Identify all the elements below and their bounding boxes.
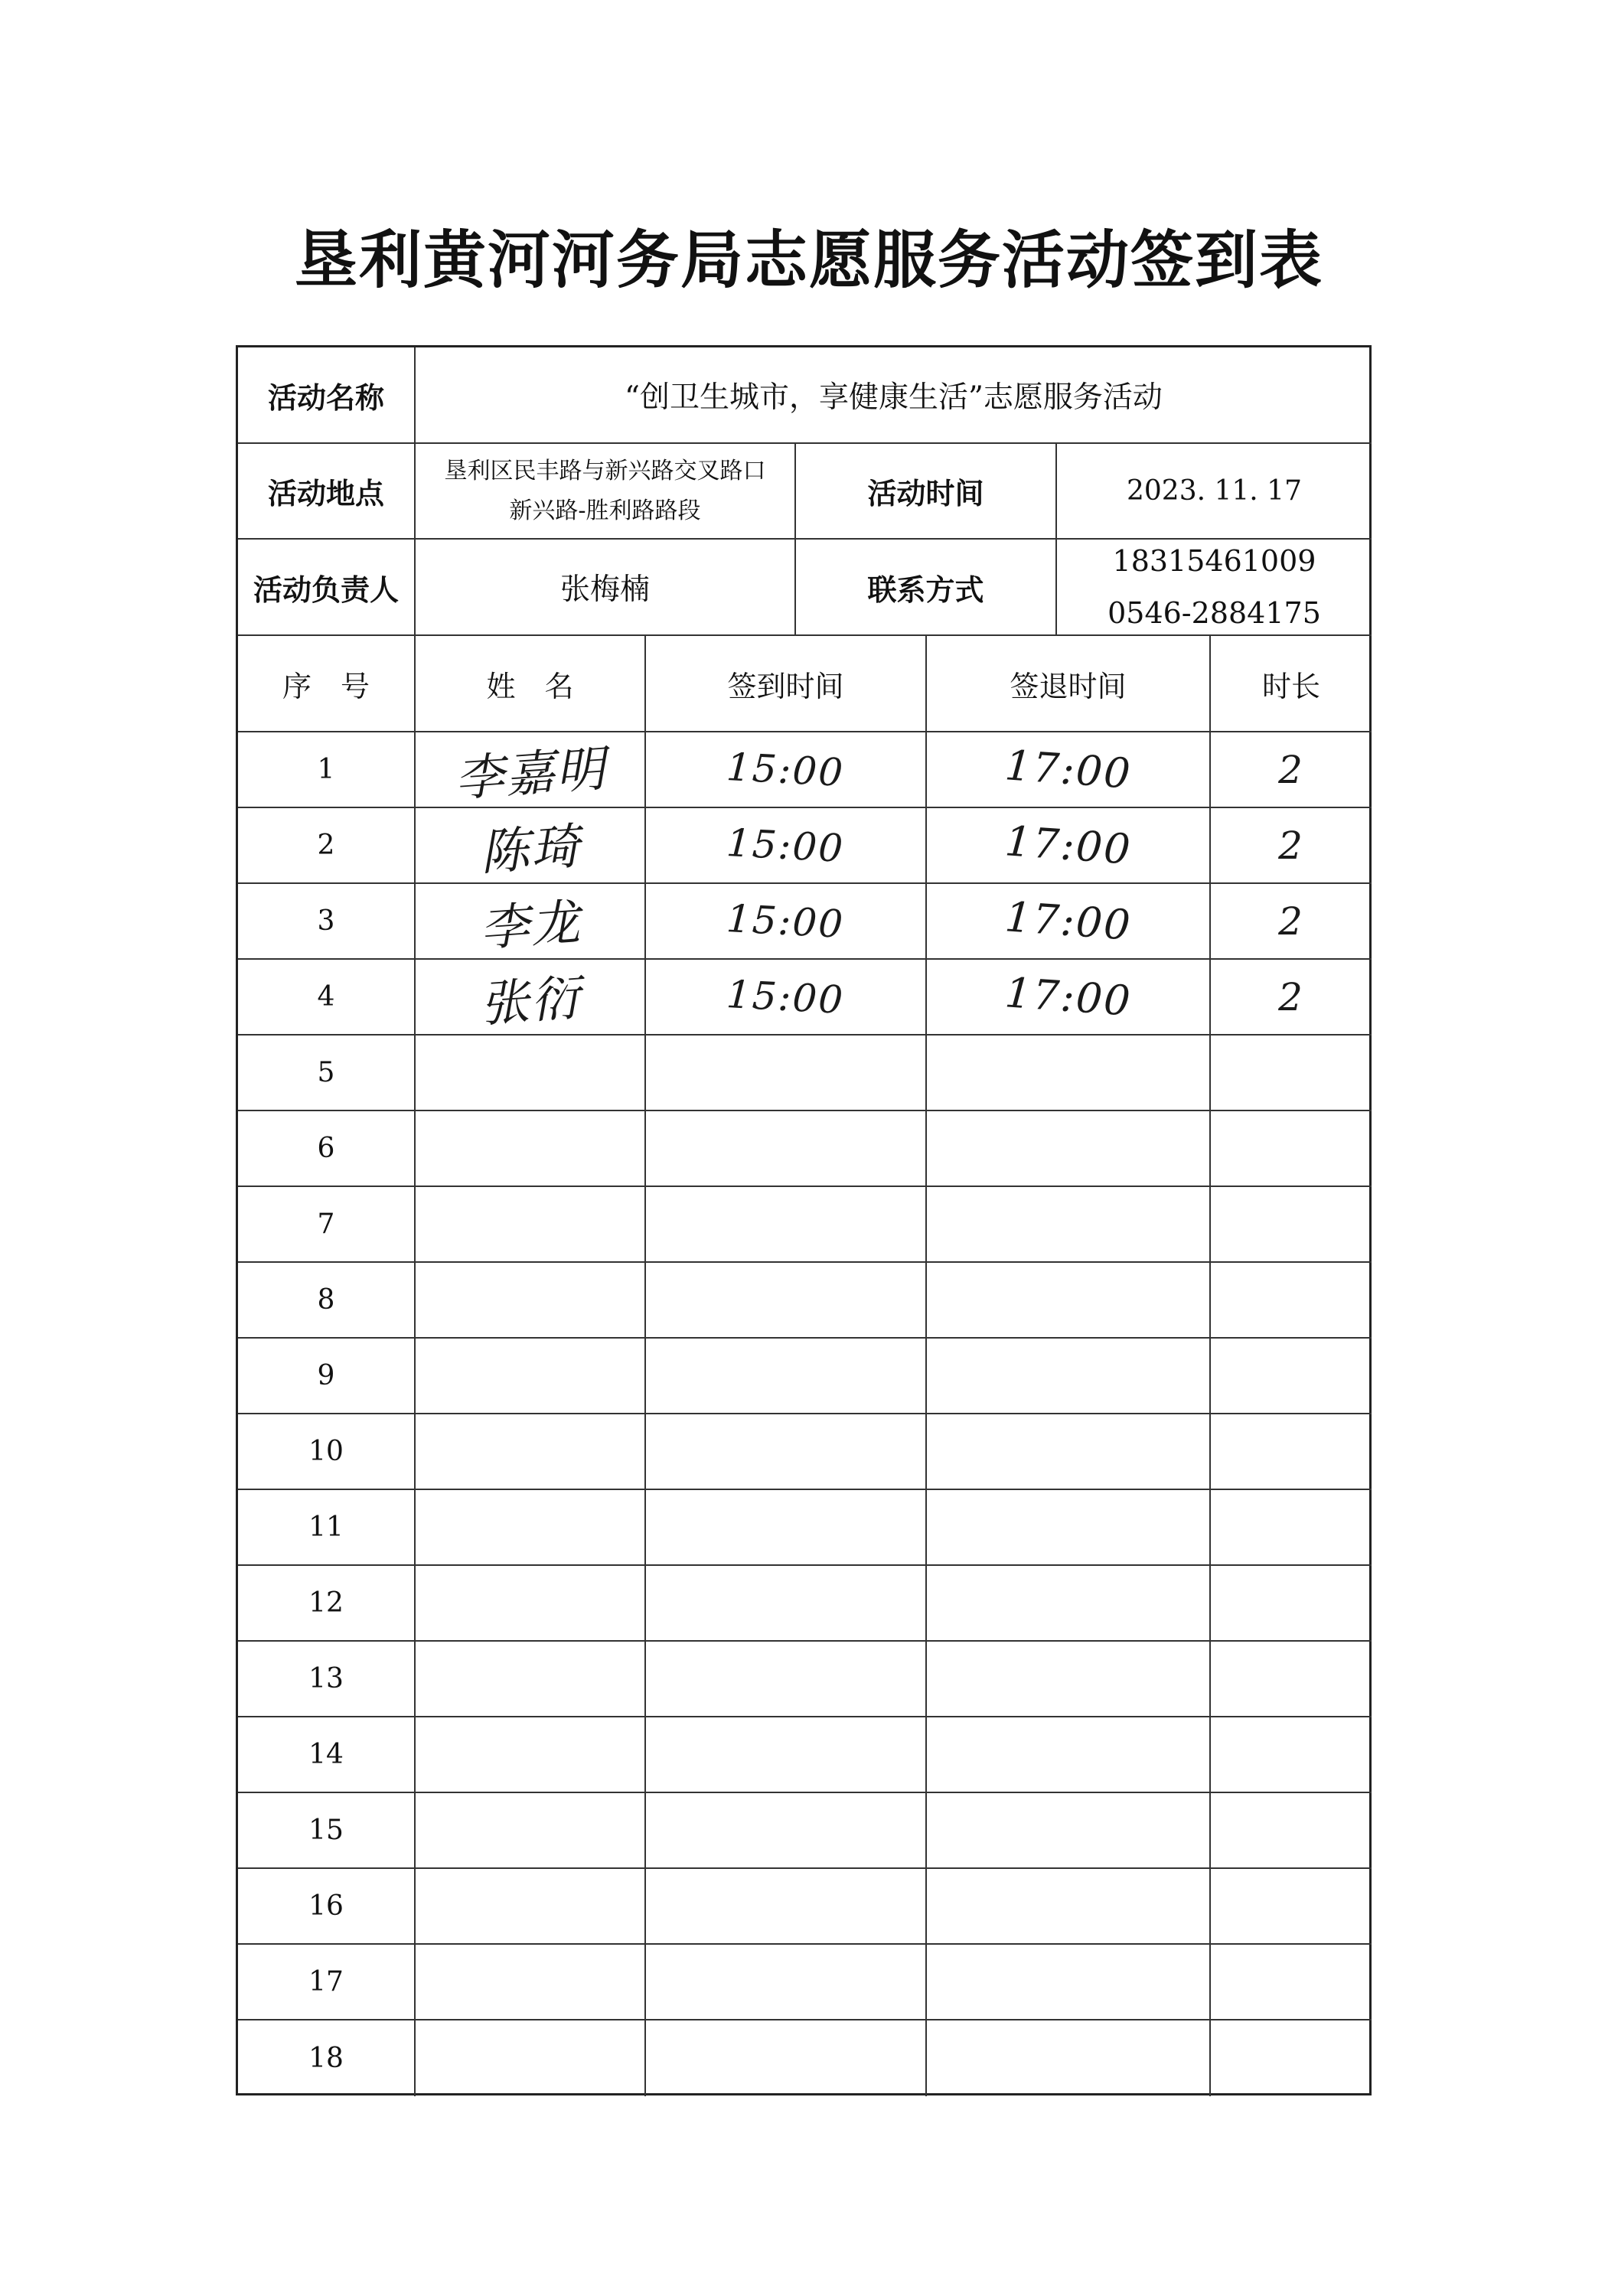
row-sign-in-time bbox=[646, 1111, 927, 1187]
row-sign-out-time bbox=[927, 1945, 1211, 2020]
row-sign-in-time bbox=[646, 808, 927, 884]
row-signature bbox=[416, 1263, 646, 1339]
row-sign-out-time bbox=[927, 1642, 1211, 1717]
row-sign-out-time bbox=[927, 1793, 1211, 1869]
row-number-text: 18 bbox=[308, 2043, 344, 2074]
handwritten-text: 17:00 bbox=[1003, 892, 1134, 950]
col-header-sign-in-time: 签到时间 bbox=[646, 636, 927, 732]
row-number bbox=[238, 960, 416, 1035]
row-sign-in-time bbox=[646, 960, 927, 1035]
row-sign-in-time bbox=[646, 1035, 927, 1111]
handwritten-text: 17:00 bbox=[1003, 968, 1134, 1026]
row-signature bbox=[416, 1642, 646, 1717]
row-number bbox=[238, 1187, 416, 1263]
sign-in-form bbox=[236, 345, 1372, 2095]
row-number-text: 17 bbox=[308, 1966, 344, 1998]
handwritten-text: 2 bbox=[1278, 747, 1304, 792]
row-number bbox=[238, 1869, 416, 1945]
row-duration bbox=[1211, 884, 1372, 960]
row-signature bbox=[416, 1339, 646, 1414]
row-sign-out-time bbox=[927, 1187, 1211, 1263]
handwritten-text: 15:00 bbox=[726, 820, 846, 871]
handwritten-text: 2 bbox=[1278, 823, 1304, 868]
row-number-text: 15 bbox=[308, 1815, 344, 1846]
row-sign-in-time bbox=[646, 1566, 927, 1642]
handwritten-text: 15:00 bbox=[726, 971, 846, 1022]
row-sign-out-time bbox=[927, 1717, 1211, 1793]
row-duration bbox=[1211, 2020, 1372, 2096]
row-number bbox=[238, 732, 416, 808]
row-sign-out-time bbox=[927, 2020, 1211, 2096]
activity-time-label: 活动时间 bbox=[796, 444, 1057, 540]
row-sign-out-time bbox=[927, 1414, 1211, 1490]
row-sign-out-time bbox=[927, 1490, 1211, 1566]
row-sign-in-time bbox=[646, 1414, 927, 1490]
row-sign-in-time bbox=[646, 1339, 927, 1414]
row-number-text: 5 bbox=[317, 1057, 335, 1088]
contact-value bbox=[1057, 540, 1372, 636]
handwritten-signature: 陈琦 bbox=[478, 817, 583, 882]
col-header-name: 姓 名 bbox=[416, 636, 646, 732]
row-signature bbox=[416, 1035, 646, 1111]
row-number bbox=[238, 2020, 416, 2096]
form-title: 垦利黄河河务局志愿服务活动签到表 bbox=[294, 224, 1323, 297]
row-signature bbox=[416, 960, 646, 1035]
row-sign-in-time bbox=[646, 1187, 927, 1263]
row-duration bbox=[1211, 732, 1372, 808]
row-sign-in-time bbox=[646, 1945, 927, 2020]
row-signature bbox=[416, 884, 646, 960]
row-sign-out-time bbox=[927, 808, 1211, 884]
activity-time-value: 2023. 11. 17 bbox=[1057, 444, 1372, 540]
location-line-1: 垦利区民丰路与新兴路交叉路口 bbox=[444, 457, 766, 484]
row-duration bbox=[1211, 960, 1372, 1035]
row-signature bbox=[416, 1869, 646, 1945]
row-number bbox=[238, 1035, 416, 1111]
col-header-sign-out-time: 签退时间 bbox=[927, 636, 1211, 732]
handwritten-text: 15:00 bbox=[726, 744, 846, 795]
row-duration bbox=[1211, 1945, 1372, 2020]
row-duration bbox=[1211, 1793, 1372, 1869]
row-sign-in-time bbox=[646, 732, 927, 808]
row-sign-out-time bbox=[927, 1566, 1211, 1642]
row-sign-in-time bbox=[646, 1642, 927, 1717]
row-number bbox=[238, 1642, 416, 1717]
handwritten-text: 17:00 bbox=[1003, 817, 1134, 874]
row-duration bbox=[1211, 1187, 1372, 1263]
row-number bbox=[238, 1490, 416, 1566]
row-sign-out-time bbox=[927, 1339, 1211, 1414]
row-duration bbox=[1211, 1263, 1372, 1339]
row-signature bbox=[416, 1566, 646, 1642]
row-number-text: 7 bbox=[317, 1208, 335, 1240]
col-header-duration: 时长 bbox=[1211, 636, 1372, 732]
activity-leader-value: 张梅楠 bbox=[416, 540, 796, 636]
row-number-text: 9 bbox=[317, 1360, 335, 1391]
row-number bbox=[238, 1263, 416, 1339]
row-number-text: 1 bbox=[317, 754, 335, 785]
row-number-text: 14 bbox=[308, 1739, 344, 1770]
activity-name-value: “创卫生城市，享健康生活”志愿服务活动 bbox=[416, 347, 1372, 444]
row-sign-in-time bbox=[646, 1869, 927, 1945]
row-signature bbox=[416, 1414, 646, 1490]
row-number bbox=[238, 808, 416, 884]
row-sign-out-time bbox=[927, 1869, 1211, 1945]
row-number-text: 12 bbox=[308, 1587, 344, 1619]
row-signature bbox=[416, 1945, 646, 2020]
activity-location-label: 活动地点 bbox=[238, 444, 416, 540]
activity-location-value bbox=[416, 444, 796, 540]
row-sign-in-time bbox=[646, 2020, 927, 2096]
handwritten-text: 17:00 bbox=[1003, 741, 1134, 798]
handwritten-signature: 张衍 bbox=[478, 969, 583, 1033]
row-duration bbox=[1211, 1035, 1372, 1111]
row-duration bbox=[1211, 1717, 1372, 1793]
row-signature bbox=[416, 1717, 646, 1793]
row-signature bbox=[416, 1187, 646, 1263]
row-sign-in-time bbox=[646, 884, 927, 960]
handwritten-text: 2 bbox=[1278, 899, 1304, 944]
handwritten-signature: 李龙 bbox=[478, 893, 583, 957]
row-signature bbox=[416, 2020, 646, 2096]
row-number-text: 6 bbox=[317, 1133, 335, 1164]
contact-phone-landline: 0546-2884175 bbox=[1107, 596, 1321, 630]
row-duration bbox=[1211, 1414, 1372, 1490]
contact-phone-mobile: 18315461009 bbox=[1112, 544, 1316, 578]
row-number-text: 3 bbox=[317, 905, 335, 937]
row-number bbox=[238, 1111, 416, 1187]
row-sign-out-time bbox=[927, 1263, 1211, 1339]
row-number-text: 4 bbox=[317, 981, 335, 1013]
row-number-text: 8 bbox=[317, 1284, 335, 1316]
row-duration bbox=[1211, 808, 1372, 884]
row-signature bbox=[416, 1793, 646, 1869]
col-header-number: 序 号 bbox=[238, 636, 416, 732]
row-signature bbox=[416, 808, 646, 884]
row-number bbox=[238, 1945, 416, 2020]
row-number bbox=[238, 1793, 416, 1869]
row-number-text: 10 bbox=[308, 1436, 344, 1467]
row-sign-in-time bbox=[646, 1263, 927, 1339]
row-sign-out-time bbox=[927, 1111, 1211, 1187]
row-sign-in-time bbox=[646, 1793, 927, 1869]
row-duration bbox=[1211, 1869, 1372, 1945]
row-duration bbox=[1211, 1111, 1372, 1187]
row-sign-out-time bbox=[927, 960, 1211, 1035]
contact-label: 联系方式 bbox=[796, 540, 1057, 636]
row-sign-in-time bbox=[646, 1490, 927, 1566]
row-number bbox=[238, 1566, 416, 1642]
row-number bbox=[238, 1414, 416, 1490]
handwritten-text: 2 bbox=[1278, 974, 1304, 1019]
row-sign-out-time bbox=[927, 884, 1211, 960]
row-signature bbox=[416, 732, 646, 808]
handwritten-signature: 李嘉明 bbox=[452, 740, 608, 808]
row-number bbox=[238, 1339, 416, 1414]
handwritten-text: 15:00 bbox=[726, 895, 846, 947]
row-sign-out-time bbox=[927, 732, 1211, 808]
location-line-2: 新兴路-胜利路路段 bbox=[509, 497, 701, 524]
activity-leader-label: 活动负责人 bbox=[238, 540, 416, 636]
row-sign-out-time bbox=[927, 1035, 1211, 1111]
row-number bbox=[238, 1717, 416, 1793]
row-signature bbox=[416, 1490, 646, 1566]
row-duration bbox=[1211, 1642, 1372, 1717]
row-number-text: 16 bbox=[308, 1890, 344, 1922]
row-duration bbox=[1211, 1339, 1372, 1414]
row-number bbox=[238, 884, 416, 960]
row-number-text: 2 bbox=[317, 830, 335, 861]
row-number-text: 11 bbox=[308, 1512, 344, 1543]
row-number-text: 13 bbox=[308, 1663, 344, 1694]
activity-name-label: 活动名称 bbox=[238, 347, 416, 444]
row-sign-in-time bbox=[646, 1717, 927, 1793]
row-duration bbox=[1211, 1566, 1372, 1642]
row-signature bbox=[416, 1111, 646, 1187]
row-duration bbox=[1211, 1490, 1372, 1566]
